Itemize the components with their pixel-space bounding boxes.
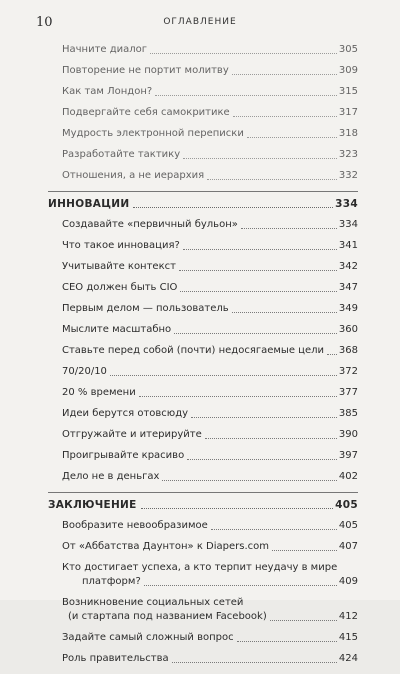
- toc-entry-page: 409: [338, 576, 358, 587]
- toc-entry-page: 309: [338, 65, 358, 76]
- leader-dots: [187, 458, 337, 460]
- leader-dots: [205, 437, 337, 439]
- leader-dots: [232, 73, 337, 75]
- toc-entry[interactable]: [62, 471, 358, 483]
- toc-entry-page: 341: [338, 240, 358, 251]
- toc-section-page: 334: [335, 198, 358, 210]
- leader-dots: [191, 416, 337, 418]
- toc-entry-title: Начните диалог: [62, 44, 148, 55]
- toc-section-conclusion[interactable]: [48, 492, 358, 512]
- toc-entry-page: 402: [338, 471, 358, 482]
- toc-entry-title: Ставьте перед собой (почти) недосягаемые цели: [62, 345, 325, 356]
- toc-entry[interactable]: [62, 653, 358, 665]
- leader-dots: [272, 549, 337, 551]
- toc-entry[interactable]: [62, 345, 358, 357]
- toc-entry-page: 397: [338, 450, 358, 461]
- leader-dots: [180, 290, 336, 292]
- toc-entry-page: 334: [338, 219, 358, 230]
- leader-dots: [183, 248, 337, 250]
- leader-dots: [141, 508, 334, 509]
- toc-entry-title-line2: (и стартапа под названием Facebook): [68, 611, 267, 622]
- leader-dots: [327, 353, 337, 355]
- toc-entry-page: 405: [338, 520, 358, 531]
- leader-dots: [174, 332, 337, 334]
- toc-entry[interactable]: [62, 429, 358, 441]
- page-header: [36, 15, 364, 31]
- toc-entry[interactable]: [62, 520, 358, 532]
- toc-entry-title: Первым делом — пользователь: [62, 303, 229, 314]
- leader-dots: [232, 311, 337, 313]
- toc-entry-title: Что такое инновация?: [62, 240, 180, 251]
- toc-entry-title: Идеи берутся отовсюду: [62, 408, 189, 419]
- toc-entry-title-line2: платформ?: [82, 576, 141, 587]
- leader-dots: [183, 157, 337, 159]
- toc-entry[interactable]: [62, 408, 358, 420]
- toc-entry-title: Задайте самый сложный вопрос: [62, 632, 234, 643]
- toc-entry-page: 372: [338, 366, 358, 377]
- toc-entry[interactable]: [62, 387, 358, 399]
- toc-entry-title: Отгружайте и итерируйте: [62, 429, 202, 440]
- toc-section-page: 405: [335, 499, 358, 511]
- toc-entry[interactable]: [62, 107, 358, 119]
- leader-dots: [172, 661, 337, 663]
- leader-dots: [179, 269, 337, 271]
- toc-entry-page: 390: [338, 429, 358, 440]
- toc-entry-title: Мыслите масштабно: [62, 324, 172, 335]
- toc-entry-multiline[interactable]: [62, 562, 358, 588]
- toc-entry-title: Как там Лондон?: [62, 86, 153, 97]
- toc-entry-page: 332: [338, 170, 358, 181]
- toc-entry-page: 377: [338, 387, 358, 398]
- toc-entry-title: Роль правительства: [62, 653, 169, 664]
- toc-entry[interactable]: [62, 240, 358, 252]
- toc-entry[interactable]: [62, 128, 358, 140]
- toc-entry-title: Учитывайте контекст: [62, 261, 176, 272]
- toc-entry-page: 342: [338, 261, 358, 272]
- leader-dots: [139, 395, 337, 397]
- toc-entry-title: Подвергайте себя самокритике: [62, 107, 230, 118]
- leader-dots: [233, 115, 337, 117]
- leader-dots: [211, 528, 337, 530]
- toc-entry-title-line1: Кто достигает успеха, а кто терпит неудачу в мире: [62, 562, 338, 573]
- toc-entry[interactable]: [62, 303, 358, 315]
- toc-entry-page: 305: [338, 44, 358, 55]
- toc-entry-title: Отношения, а не иерархия: [62, 170, 205, 181]
- toc-entry-title: Разработайте тактику: [62, 149, 181, 160]
- toc-entry-page: 323: [338, 149, 358, 160]
- toc-entry-title: От «Аббатства Даунтон» к Diapers.com: [62, 541, 270, 552]
- toc-entry-title: Создавайте «первичный бульон»: [62, 219, 238, 230]
- toc-entry-page: 407: [338, 541, 358, 552]
- leader-dots: [150, 52, 337, 54]
- toc-entry-page: 315: [338, 86, 358, 97]
- toc-entry-title: Повторение не портит молитву: [62, 65, 229, 76]
- toc-section-innovations[interactable]: [48, 191, 358, 211]
- leader-dots: [133, 207, 333, 208]
- toc-entry[interactable]: [62, 86, 358, 98]
- running-title: ОГЛАВЛЕНИЕ: [163, 17, 237, 27]
- toc-entry[interactable]: [62, 366, 358, 378]
- toc-entry-page: 424: [338, 653, 358, 664]
- toc-entry-page: 349: [338, 303, 358, 314]
- toc-entry[interactable]: [62, 282, 358, 294]
- leader-dots: [144, 584, 337, 586]
- toc-entry[interactable]: [62, 219, 358, 231]
- table-of-contents: [48, 44, 358, 674]
- page-number: 10: [36, 15, 53, 30]
- leader-dots: [162, 479, 337, 481]
- toc-entry-title: Мудрость электронной переписки: [62, 128, 244, 139]
- toc-entry-page: 317: [338, 107, 358, 118]
- toc-entry[interactable]: [62, 632, 358, 644]
- toc-entry-page: 318: [338, 128, 358, 139]
- toc-entry[interactable]: [62, 261, 358, 273]
- leader-dots: [207, 178, 337, 180]
- leader-dots: [155, 94, 337, 96]
- toc-entry[interactable]: [62, 149, 358, 161]
- leader-dots: [110, 374, 337, 376]
- toc-entry[interactable]: [62, 541, 358, 553]
- toc-entry-title: 20 % времени: [62, 387, 136, 398]
- leader-dots: [270, 619, 337, 621]
- toc-entry-page: 360: [338, 324, 358, 335]
- toc-entry-title: Дело не в деньгах: [62, 471, 160, 482]
- toc-entry-page: 368: [338, 345, 358, 356]
- toc-entry-title: Вообразите невообразимое: [62, 520, 208, 531]
- toc-entry-title-line1: Возникновение социальных сетей: [62, 597, 244, 608]
- leader-dots: [247, 136, 337, 138]
- toc-section-title: ЗАКЛЮЧЕНИЕ: [48, 499, 137, 511]
- toc-entry-title: CEO должен быть CIO: [62, 282, 178, 293]
- toc-entry-multiline[interactable]: [62, 597, 358, 623]
- toc-entry[interactable]: [62, 170, 358, 182]
- toc-entry-title: 70/20/10: [62, 366, 107, 377]
- leader-dots: [237, 640, 337, 642]
- toc-entry-page: 385: [338, 408, 358, 419]
- toc-entry[interactable]: [62, 44, 358, 56]
- toc-entry[interactable]: [62, 450, 358, 462]
- toc-entry-title: Проигрывайте красиво: [62, 450, 185, 461]
- leader-dots: [241, 227, 337, 229]
- toc-entry-page: 412: [338, 611, 358, 622]
- toc-entry[interactable]: [62, 65, 358, 77]
- toc-section-title: ИННОВАЦИИ: [48, 198, 130, 210]
- toc-entry[interactable]: [62, 324, 358, 336]
- toc-entry-page: 415: [338, 632, 358, 643]
- toc-entry-page: 347: [338, 282, 358, 293]
